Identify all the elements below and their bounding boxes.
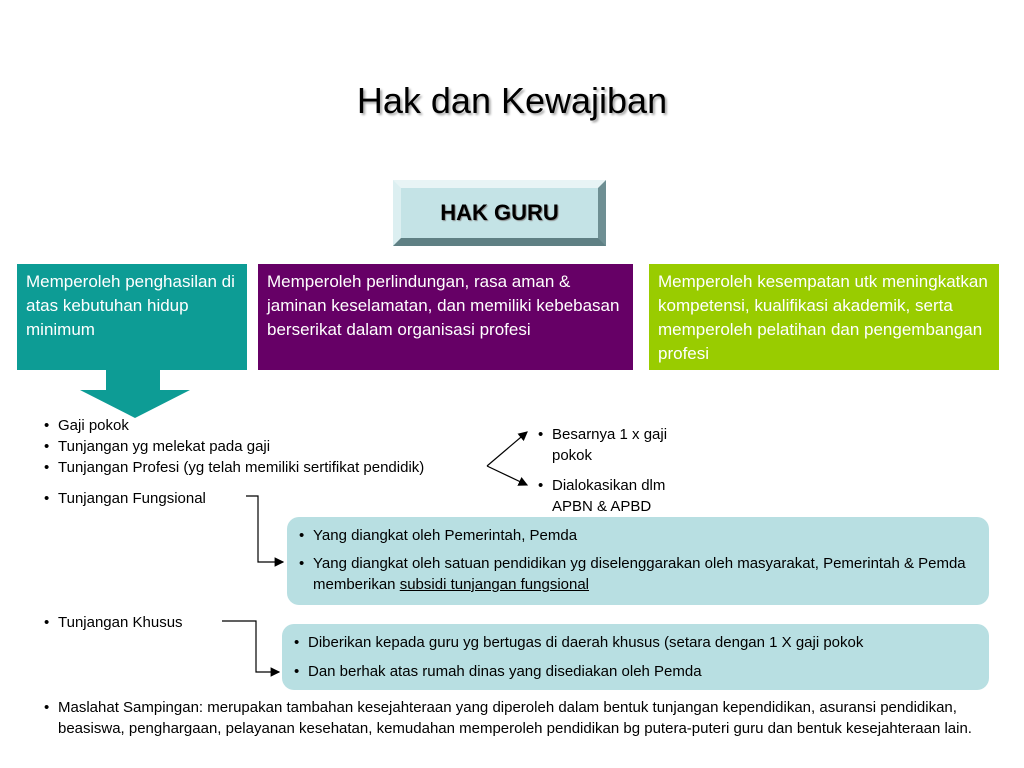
fork-lower-line <box>487 466 527 485</box>
fork-upper-line <box>487 432 527 466</box>
fungsional-item-pemerintah: • Yang diangkat oleh Pemerintah, Pemda <box>299 525 979 546</box>
khusus-item-daerah: • Diberikan kepada guru yg bertugas di daerah khusus (setara dengan 1 X gaji pokok <box>294 632 979 653</box>
fungsional-panel <box>287 517 989 605</box>
list-item-khusus: • Tunjangan Khusus <box>44 612 183 633</box>
khusus-label-list <box>44 612 183 633</box>
list-item-tunjangan-gaji: • Tunjangan yg melekat pada gaji <box>44 436 424 457</box>
note-besarnya: • Besarnya 1 x gaji pokok <box>538 424 698 466</box>
list-item-maslahat: • Maslahat Sampingan: merupakan tambahan kesejahteraan yang diperoleh dalam bentuk tunjangan kependidikan, asuransi pendidikan, beasiswa, penghargaan, pelayanan kesehatan, kemudahan memperoleh pendidikan bg putera-puteri guru dan bentuk kesejahteraan lain. <box>44 697 994 739</box>
card-kompetensi: Memperoleh kesempatan utk meningkatkan kompetensi, kualifikasi akademik, serta memperoleh pelatihan dan pengembangan profesi <box>649 264 999 370</box>
maslahat-list <box>44 697 994 739</box>
fungsional-item-masyarakat <box>299 553 979 595</box>
fungsional-item-masyarakat-text: Yang diangkat oleh satuan pendidikan yg diselenggarakan oleh masyarakat, Pemerintah & Pemda memberikan <box>313 555 966 593</box>
subsidi-underlined-text: subsidi tunjangan fungsional <box>399 576 590 593</box>
card-perlindungan: Memperoleh perlindungan, rasa aman & jaminan keselamatan, dan memiliki kebebasan berserikat dalam organisasi profesi <box>258 264 633 370</box>
profesi-notes <box>538 424 698 517</box>
list-item-gaji-pokok: • Gaji pokok <box>44 415 424 436</box>
main-list <box>44 415 424 478</box>
fungsional-label-list <box>44 488 206 509</box>
slide-title: Hak dan Kewajiban <box>356 80 668 121</box>
khusus-elbow <box>222 621 279 672</box>
note-dialokasikan: • Dialokasikan dlm APBN & APBD <box>538 475 698 517</box>
card-penghasilan: Memperoleh penghasilan di atas kebutuhan hidup minimum <box>17 264 247 370</box>
khusus-item-rumah-dinas: • Dan berhak atas rumah dinas yang disediakan oleh Pemda <box>294 661 979 682</box>
khusus-panel <box>282 624 989 690</box>
fungsional-elbow <box>246 496 283 562</box>
list-item-fungsional: • Tunjangan Fungsional <box>44 488 206 509</box>
list-item-tunjangan-profesi: • Tunjangan Profesi (yg telah memiliki sertifikat pendidik) <box>44 457 424 478</box>
hak-guru-label: HAK GURU <box>440 200 559 225</box>
